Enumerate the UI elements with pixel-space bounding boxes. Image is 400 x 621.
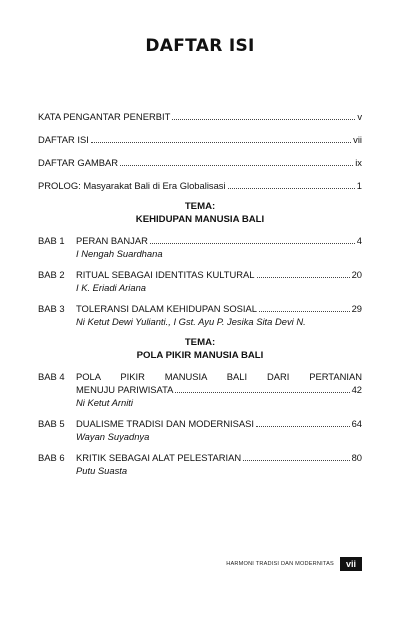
chapter-title: RITUAL SEBAGAI IDENTITAS KULTURAL	[76, 269, 255, 280]
dot-leader	[150, 243, 355, 244]
chapter-number: BAB 6	[38, 452, 65, 463]
chapter-number: BAB 3	[38, 303, 65, 314]
toc-entry-page: vii	[353, 134, 362, 145]
chapter-title-line-1: POLA PIKIR MANUSIA BALI DARI PERTANIAN	[76, 371, 362, 382]
chapter-title-line-2: MENUJU PARIWISATA	[76, 384, 174, 395]
page-footer	[226, 557, 362, 571]
chapter-title: DUALISME TRADISI DAN MODERNISASI	[76, 418, 254, 429]
theme-label: TEMA:	[184, 337, 216, 348]
toc-entry-page: ix	[355, 157, 362, 168]
chapter-page: 42	[351, 384, 362, 395]
chapter-author: Wayan Suyadnya	[76, 431, 150, 442]
chapter-author: I Nengah Suardhana	[76, 248, 163, 259]
toc-entry-page: 1	[356, 180, 362, 191]
chapter-title: PERAN BANJAR	[76, 235, 148, 246]
chapter-page: 4	[356, 235, 362, 246]
dot-leader	[175, 392, 349, 393]
chapter-number: BAB 1	[38, 235, 65, 246]
page-number-badge: vii	[340, 557, 362, 571]
toc-chapter-4[interactable]	[38, 370, 362, 409]
dot-leader	[256, 426, 350, 427]
chapter-title: KRITIK SEBAGAI ALAT PELESTARIAN	[76, 452, 242, 463]
toc-entry-kata-pengantar[interactable]	[38, 110, 362, 123]
chapter-number: BAB 2	[38, 269, 65, 280]
chapter-page: 64	[351, 418, 362, 429]
chapter-page: 29	[351, 303, 362, 314]
theme-heading-2	[38, 336, 362, 362]
toc-entry-daftar-gambar[interactable]	[38, 156, 362, 169]
dot-leader	[120, 165, 353, 166]
dot-leader	[172, 119, 355, 120]
running-footer-title: HARMONI TRADISI DAN MODERNITAS	[226, 561, 334, 567]
chapter-title: TOLERANSI DALAM KEHIDUPAN SOSIAL	[76, 303, 257, 314]
toc-chapter-2[interactable]	[38, 268, 362, 294]
toc-chapter-3[interactable]	[38, 302, 362, 328]
chapter-author: Putu Suasta	[76, 465, 128, 476]
dot-leader	[257, 277, 350, 278]
dot-leader	[91, 142, 351, 143]
chapter-author: I K. Eriadi Ariana	[76, 282, 146, 293]
toc-chapter-5[interactable]	[38, 417, 362, 443]
toc-chapter-6[interactable]	[38, 451, 362, 477]
toc-entry-label: DAFTAR GAMBAR	[38, 157, 119, 168]
toc-entry-prolog[interactable]	[38, 179, 362, 192]
theme-title: POLA PIKIR MANUSIA BALI	[136, 350, 264, 361]
chapter-page: 80	[351, 452, 362, 463]
dot-leader	[259, 311, 350, 312]
chapter-number: BAB 4	[38, 371, 65, 382]
toc-entry-label: KATA PENGANTAR PENERBIT	[38, 111, 171, 122]
toc-entry-daftar-isi[interactable]	[38, 133, 362, 146]
chapter-author: Ni Ketut Dewi Yulianti., I Gst. Ayu P. Jesika Sita Devi N.	[76, 316, 306, 327]
theme-title: KEHIDUPAN MANUSIA BALI	[135, 214, 265, 225]
toc-entry-page: v	[357, 111, 362, 122]
theme-label: TEMA:	[184, 201, 216, 212]
dot-leader	[243, 460, 349, 461]
table-of-contents	[38, 110, 362, 485]
toc-entry-label: PROLOG: Masyarakat Bali di Era Globalisasi	[38, 180, 226, 191]
chapter-page: 20	[351, 269, 362, 280]
page-title: DAFTAR ISI	[145, 36, 255, 56]
theme-heading-1	[38, 200, 362, 226]
dot-leader	[228, 188, 355, 189]
toc-entry-label: DAFTAR ISI	[38, 134, 89, 145]
chapter-author: Ni Ketut Arniti	[76, 397, 133, 408]
toc-chapter-1[interactable]	[38, 234, 362, 260]
chapter-number: BAB 5	[38, 418, 65, 429]
